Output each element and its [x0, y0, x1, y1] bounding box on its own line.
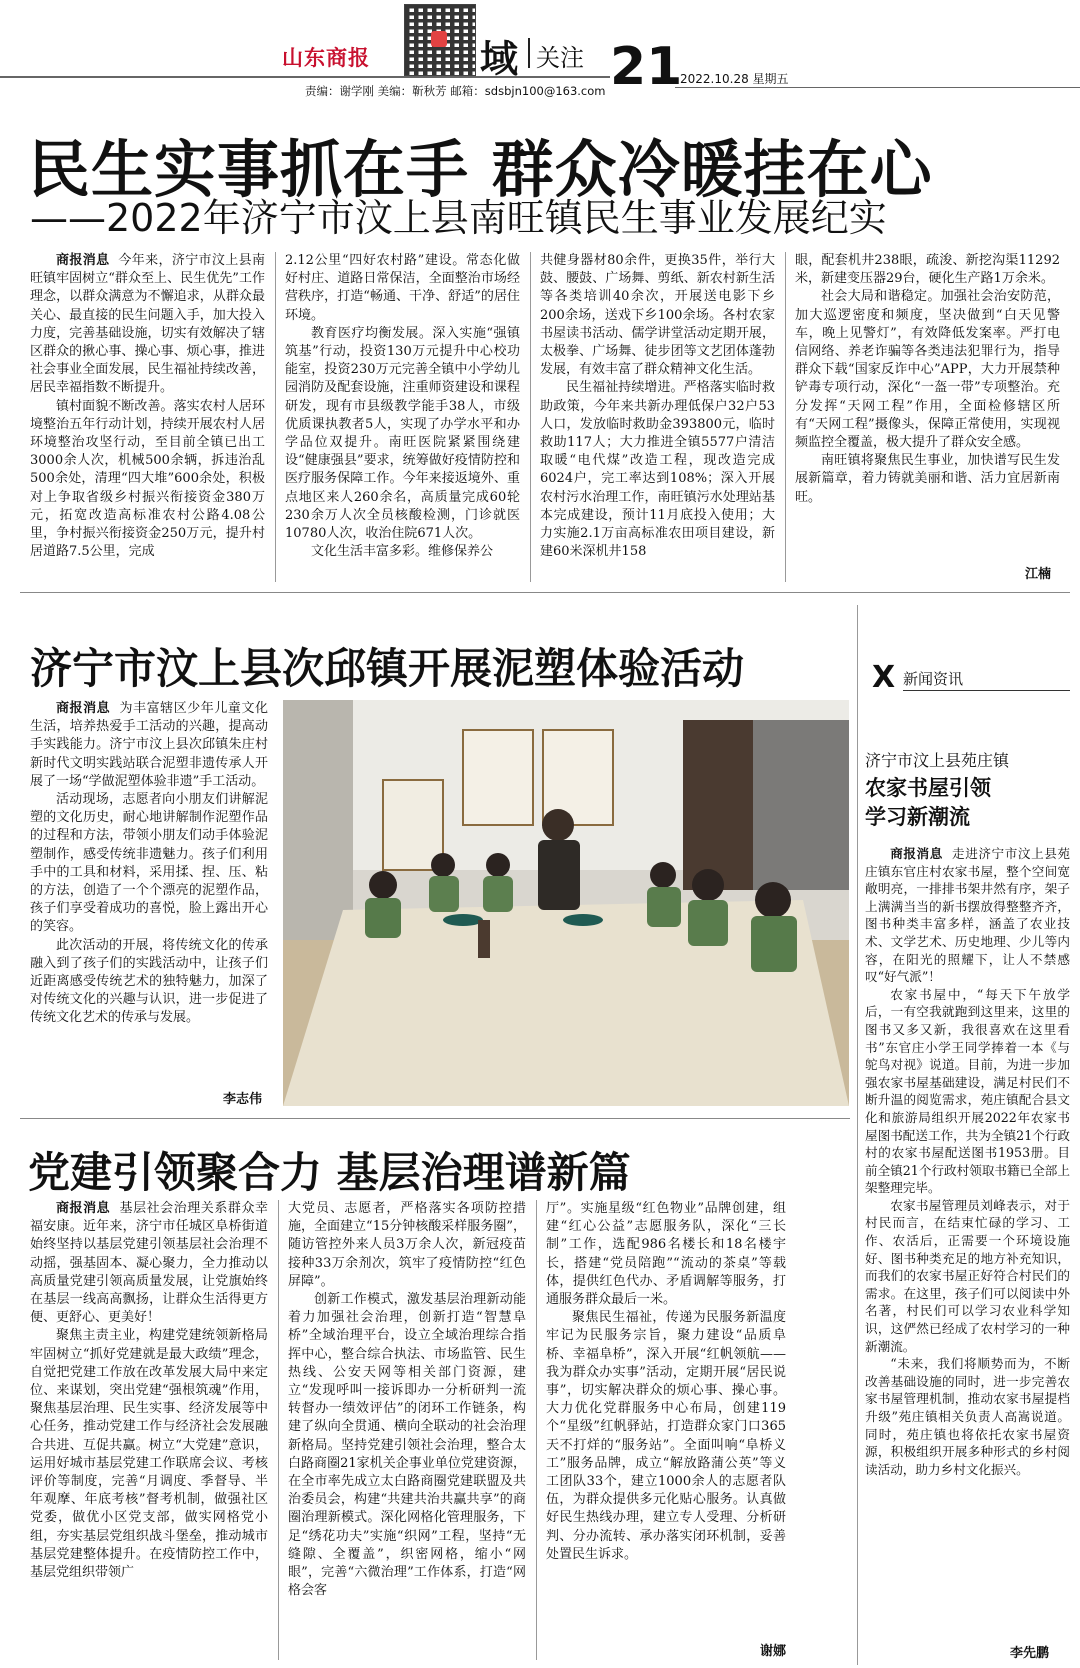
section-char: 域: [480, 37, 519, 81]
article3-p4: 创新工作模式，激发基层治理新动能着力加强社会治理，创新打造“智慧阜桥”全域治理平台，设立全域治理综合指挥中心，整合综合执法、市场监管、民生热线、公安天网等相关部门资源，建立“发现呼叫一接诉即办一分析研判一流转督办一绩效评估”的闭环工作链条，构建了纵向全贯通、横向全联动的社会治理新格局。坚持党建引领社会治理，整合太白路商圈21家机关企事业单位党建资源，在全市率先成立太白路商圈党建联盟及共治委员会，构建“共建共治共赢共享”的商圈治理新模式。深化网格化管理服务，下足“绣花功夫”实施“织网”工程，坚持“无缝隙、全覆盖”，织密网格，缩小“网眼”，完善“六微治理”工作体系，打造“网格会客: [288, 1292, 526, 1599]
column-rule: [275, 252, 276, 582]
article1-p3: 2.12公里“四好农村路”建设。常态化做好村庄、道路日常保洁，全面整治市场经营秩序，打造“畅通、干净、舒适”的居住环境。: [285, 253, 520, 323]
article1-col1: [30, 252, 265, 582]
news-x-mark: X: [872, 660, 896, 695]
article3-headline: 党建引领聚合力 基层治理谱新篇: [28, 1148, 631, 1197]
article3-p3: 大党员、志愿者，严格落实各项防控措施，全面建立“15分钟核酸采样服务圈”，随访管控外来人员3万余人次，新冠疫苗接种33万余剂次，筑牢了疫情防控“红色屏障”。: [288, 1201, 526, 1289]
article1-p7: 民生福祉持续增进。严格落实临时救助政策，今年来共新办理低保户32户53人口，发放临时救助金393800元，临时救助117人；大力推进全镇5577户清洁取暖“电代煤”改造工程，现改造完成6024户，完工率达到108%；深入开展农村污水治理工作，南旺镇污水处理站基本完成建设，预计11月底投入使用；大力实施2.1万亩高标准农田项目建设，新建60米深机井158: [540, 380, 775, 560]
article1-p6: 共健身器材80余件，更换35件，举行大鼓、腰鼓、广场舞、剪纸、新农村新生活等各类培训40余次，开展送电影下乡200余场，送戏下乡100余场。各村农家书屋读书活动、儒学讲堂活动定期开展，太极拳、广场舞、徒步团等文艺团体蓬勃发展，有效丰富了群众精神文化生活。: [540, 253, 775, 378]
page-number: 21: [610, 37, 683, 97]
sidebar-title-line1: 农家书屋引领: [865, 776, 991, 800]
sidebar-p3: 农家书屋管理员刘峰表示，对于村民而言，在结束忙碌的学习、工作、农活后，正需要一个环境设施好、图书种类充足的地方补充知识，而我们的农家书屋正好符合村民们的需求。在这里，孩子们可以阅读中外名著，村民们可以学习农业科学知识，这俨然已经成了农村学习的一种新潮流。: [865, 1197, 1070, 1354]
article2-lead: 商报消息: [56, 701, 111, 716]
news-label-underline: [903, 690, 1070, 691]
section-divider: [20, 1118, 850, 1119]
article3-byline: 谢娜: [760, 1644, 787, 1659]
article1-lead: 商报消息: [56, 253, 110, 268]
article1-headline: 民生实事抓在手 群众冷暖挂在心: [28, 133, 933, 206]
sidebar-p4: “未来，我们将顺势而为，不断改善基础设施的同时，进一步完善农家书屋管理机制，推动农家书屋提档升级”苑庄镇相关负责人高嵩说道。同时，苑庄镇也将依托农家书屋资源，积极组织开展多种形式的乡村阅读活动，助力乡村文化振兴。: [865, 1356, 1070, 1477]
column-rule: [536, 1200, 537, 1660]
column-rule: [278, 1200, 279, 1660]
column-rule: [530, 252, 531, 582]
sidebar-lead: 商报消息: [890, 846, 943, 861]
article2-p2: 活动现场，志愿者向小朋友们讲解泥塑的文化历史，耐心地讲解制作泥塑作品的过程和方法，带领小朋友们动手体验泥塑制作，感受传统非遗魅力。孩子们利用手中的工具和材料，采用揉、捏、压、粘的方法，创造了一个个漂亮的泥塑作品，孩子们享受着成功的喜悦，脸上露出开心的笑容。: [30, 792, 268, 935]
sidebar-rule: [857, 605, 858, 1665]
article2-col1: [30, 700, 268, 1085]
column-rule: [785, 252, 786, 582]
article2-p3: 此次活动的开展，将传统文化的传承融入到了孩子们的实践活动中，让孩子们近距离感受传统艺术的独特魅力，加深了对传统文化的兴趣与认识，进一步促进了传统文化艺术的传承与发展。: [30, 937, 268, 1026]
article1-p8: 眼，配套机井238眼，疏浚、新挖沟渠11292米，新建变压器29台，硬化生产路1万余米。: [795, 253, 1060, 287]
article2-p1: 为丰富辖区少年儿童文化生活，培养热爱手工活动的兴趣，提高动手实践能力。济宁市汶上县次邱镇朱庄村新时代文明实践站联合泥塑非遗传承人开展了一场“学做泥塑体验非遗”手工活动。: [30, 701, 268, 789]
section-name: 关注: [536, 44, 584, 72]
sidebar-p1: 走进济宁市汶上县苑庄镇东官庄村农家书屋，整个空间宽敞明亮，一排排书架井然有序，架子上满满当当的新书摆放得整整齐齐，图书种类丰富多样，涵盖了农业技术、文学艺术、历史地理、少儿等内容，在阳光的照耀下，让人不禁感叹“好气派”！: [865, 846, 1070, 985]
article1-byline: 江楠: [1025, 567, 1052, 582]
article3-col2: [288, 1200, 526, 1660]
article1-p4: 教育医疗均衡发展。深入实施“强镇筑基”行动，投资130万元提升中心校功能室，投资230万元完善全镇中小学幼儿园消防及配套设施，注重师资建设和课程研发，现有市县级教学能手38人，市级优质课执教者5人，实现了办学水平和办学品位双提升。南旺医院紧紧围绕建设“健康强县”要求，统筹做好疫情防控和医疗服务保障工作。今年来接返境外、重点地区来人260余名，高质量完成60轮230余万人次全员核酸检测，门诊就医10780人次，收治住院671人次。: [285, 325, 520, 542]
qr-code-icon: [404, 4, 476, 76]
article3-p6: 聚焦民生福祉，传递为民服务新温度牢记为民服务宗旨，聚力建设“品质阜桥、幸福阜桥”，深入开展“红帆领航——我为群众办实事”活动，定期开展“居民说事”，切实解决群众的烦心事、操心事。大力优化党群服务中心布局，创建119个“星级”红帆驿站，打造群众家门口365天不打烊的“服务站”。全面叫响“阜桥义工”服务品牌，成立“解放路蒲公英”等义工团队33个，建立1000余人的志愿者队伍，为群众提供多元化贴心服务。认真做好民生热线办理，建立专人受理、分析研判、分办流转、承办落实闭环机制，妥善处置民生诉求。: [546, 1310, 786, 1562]
article1-p1: 今年来，济宁市汶上县南旺镇牢固树立“群众至上、民生优先”工作理念，以群众满意为不懈追求，从群众最关心、最直接的民生问题入手，加大投入力度，完善基础设施，切实有效解决了辖区群众的揪心事、操心事、烦心事，推进社会事业全面发展，民生福祉持续改善，居民幸福指数不断提升。: [30, 253, 265, 396]
clay-workshop-photo-icon: [283, 700, 849, 1106]
section-divider: [20, 592, 1070, 593]
news-section-label: 新闻资讯: [903, 670, 964, 688]
article1-col4: [795, 252, 1060, 552]
article1-col3: [540, 252, 775, 582]
article1-subheadline: ——2022年济宁市汶上县南旺镇民生事业发展纪实: [30, 196, 887, 240]
article3-p5: 厅”。实施星级“红色物业”品牌创建，组建“红心公益”志愿服务队，深化“三长制”工作，选配986名楼长和18名楼宇长，搭建“党员陪跑”“流动的茶桌”等载体，提供红色代办、矛盾调解等服务，打通服务群众最后一米。: [546, 1201, 786, 1308]
section-separator: [528, 38, 530, 68]
article2-byline: 李志伟: [223, 1092, 263, 1107]
header-rule: [0, 76, 610, 78]
header-rule-right: [675, 87, 1080, 88]
article2-headline: 济宁市汶上县次邱镇开展泥塑体验活动: [30, 644, 745, 693]
article1-col2: [285, 252, 520, 582]
article3-lead: 商报消息: [56, 1201, 111, 1216]
newspaper-logo: 山东商报: [282, 46, 370, 70]
article1-p10: 南旺镇将聚焦民生事业，加快谱写民生发展新篇章，着力铸就美丽和谐、活力宜居新南旺。: [795, 453, 1060, 505]
article3-col3: [546, 1200, 786, 1630]
editor-credits: 责编：谢学刚 美编：靳秋芳 邮箱：sdsbjn100@163.com: [305, 84, 606, 98]
article3-col1: [30, 1200, 268, 1660]
sidebar-kicker: 济宁市汶上县苑庄镇: [865, 751, 1010, 770]
sidebar-title-line2: 学习新潮流: [865, 805, 970, 829]
article3-p1: 基层社会治理关系群众幸福安康。近年来，济宁市任城区阜桥街道始终坚持以基层党建引领基层社会治理不动摇，强基固本、凝心聚力，全力推动以高质量党建引领高质量发展，让党旗始终在基层一线高高飘扬，让群众生活得更方便、更舒心、更美好！: [30, 1201, 268, 1326]
article1-p2: 镇村面貌不断改善。落实农村人居环境整治五年行动计划，持续开展农村人居环境整治攻坚行动，至目前全镇已出工3000余人次，机械500余辆，拆违治乱500余处，清理“四大堆”600余处，积极对上争取省级乡村振兴衔接资金380万元，拓宽改造高标准农村公路4.08公里，争村振兴衔接资金250万元，提升村居道路7.5公里，完成: [30, 398, 265, 560]
issue-date: 2022.10.28 星期五: [680, 72, 789, 86]
article3-p2: 聚焦主责主业，构建党建统领新格局牢固树立“抓好党建就是最大政绩”理念，自觉把党建工作放在改革发展大局中来定位、来谋划，突出党建“强根筑魂”作用，聚焦基层治理、民生实事、经济发展等中心任务，推动党建工作与经济社会发展融合共进、互促共赢。树立“大党建”意识，运用好城市基层党建工作联席会议、考核评价等制度，完善“月调度、季督导、半年观摩、年底考核”督考机制，做强社区党委，做优小区党支部，做实网格党小组，夯实基层党组织战斗堡垒，推动城市基层党建整体提升。在疫情防控工作中，基层党组织带领广: [30, 1328, 268, 1581]
sidebar-body: [865, 845, 1070, 1640]
article1-p9: 社会大局和谐稳定。加强社会治安防范，加大巡逻密度和频度，坚决做到“白天见警车，晚上见警灯”，有效降低发案率。严打电信网络、养老诈骗等各类违法犯罪行为，指导群众下载“国家反诈中心”APP，大力开展禁种铲毒专项行动，深化“一盔一带”专项整治。充分发挥“天网工程”作用，全面检修辖区所有“天网工程”摄像头，保障正常使用，实现视频监控全覆盖，极大提升了群众安全感。: [795, 289, 1060, 451]
article1-p5: 文化生活丰富多彩。维修保养公: [311, 544, 494, 560]
sidebar-byline: 李先鹏: [1010, 1646, 1050, 1661]
sidebar-p2: 农家书屋中，“每天下午放学后，一有空我就跑到这里来，这里的图书又多又新，我很喜欢在这里看书”东官庄小学王同学捧着一本《与鸵鸟对视》说道。目前，为进一步加强农家书屋基础建设，满足村民们不断升温的阅览需求，苑庄镇配合县文化和旅游局组织开展2022年农家书屋图书配送工作，共为全镇21个行政村的农家书屋配送图书1953册。目前全镇21个行政村领取书籍已全部上架整理完毕。: [865, 986, 1070, 1196]
